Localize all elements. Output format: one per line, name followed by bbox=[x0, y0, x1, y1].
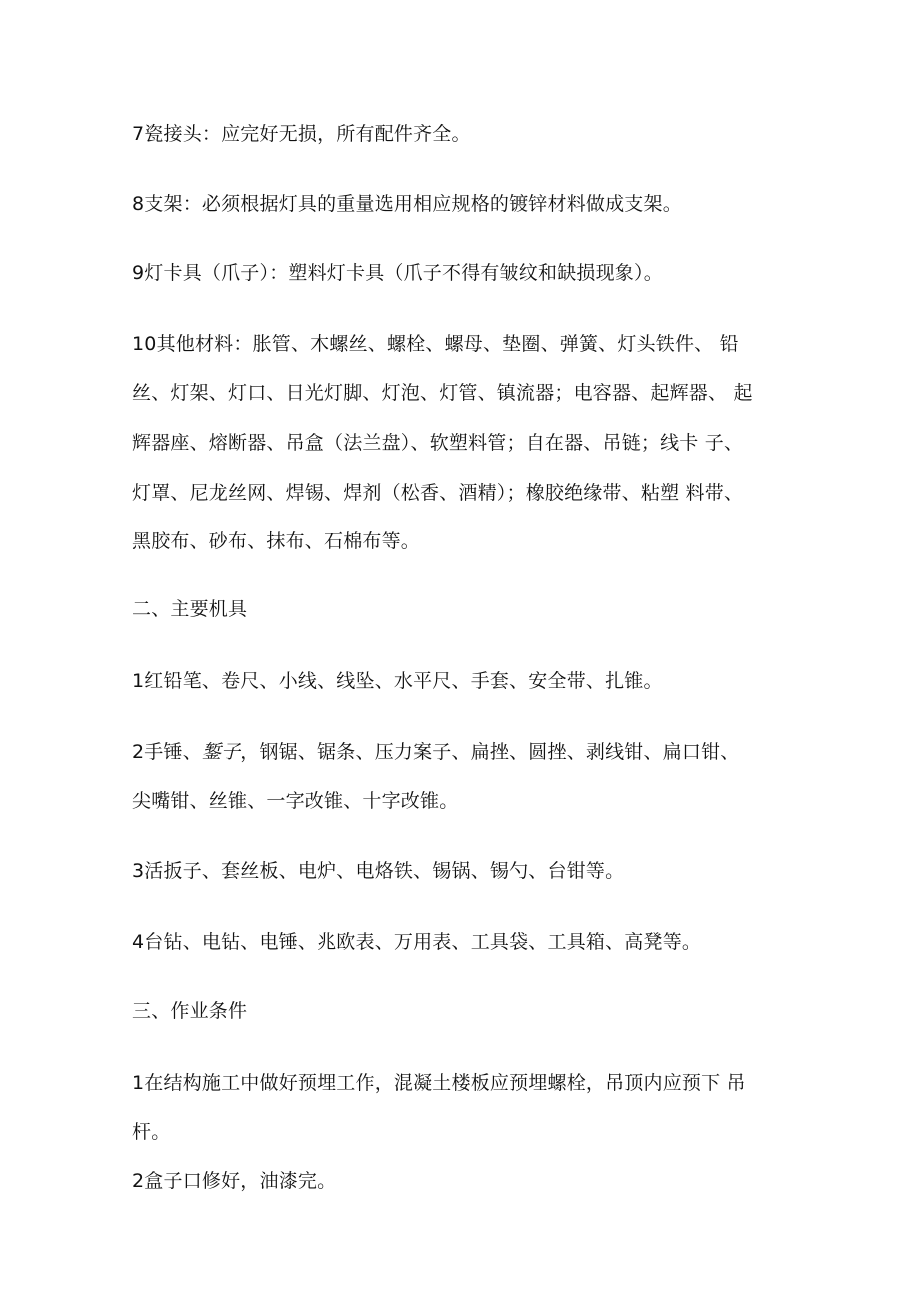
tools-item-1: 1红铅笔、卷尺、小线、线坠、水平尺、手套、安全带、扎锥。 bbox=[132, 670, 663, 692]
item-8-bracket: 8支架：必须根据灯具的重量选用相应规格的镀锌材料做成支架。 bbox=[132, 193, 682, 215]
section-heading-main-tools: 二、主要机具 bbox=[132, 598, 248, 620]
section-heading-work-conditions: 三、作业条件 bbox=[132, 1000, 248, 1022]
item-9-lamp-clamp: 9灯卡具（爪子）：塑料灯卡具（爪子不得有皱纹和缺损现象）。 bbox=[132, 262, 663, 284]
tools-item-2-prefix: 2手锤、 bbox=[132, 741, 202, 763]
item-10-other-materials-line-5: 黑胶布、砂布、抹布、石棉布等。 bbox=[132, 530, 421, 552]
conditions-item-1-line-2: 杆。 bbox=[132, 1121, 171, 1143]
tools-item-2-line-2: 尖嘴钳、丝锥、一字改锥、十字改锥。 bbox=[132, 790, 459, 812]
item-7-porcelain-connector: 7瓷接头：应完好无损，所有配件齐全。 bbox=[132, 123, 471, 145]
item-10-other-materials-line-2: 丝、灯架、灯口、日光灯脚、灯泡、灯管、镇流器；电容器、起辉器、 起 bbox=[132, 382, 753, 404]
conditions-item-1-line-1: 1在结构施工中做好预埋工作，混凝土楼板应预埋螺栓，吊顶内应预下 吊 bbox=[132, 1072, 746, 1094]
tools-item-3: 3活扳子、套丝板、电炉、电烙铁、锡锅、锡勺、台钳等。 bbox=[132, 860, 625, 882]
item-10-other-materials-line-4: 灯罩、尼龙丝网、焊锡、焊剂（松香、酒精）；橡胶绝缘带、粘塑 料带、 bbox=[132, 482, 744, 504]
tools-item-4: 4台钻、电钻、电锤、兆欧表、万用表、工具袋、工具箱、高凳等。 bbox=[132, 931, 702, 953]
tools-item-2-line-1 bbox=[132, 739, 792, 765]
tools-item-2-rest: ，钢锯、锯条、压力案子、扁挫、圆挫、剥线钳、扁口钳、 bbox=[240, 741, 740, 763]
conditions-item-2: 2盒子口修好，油漆完。 bbox=[132, 1170, 337, 1192]
tools-item-2-chisel: 錾子 bbox=[201, 741, 241, 763]
item-10-other-materials-line-1: 10其他材料：胀管、木螺丝、螺栓、螺母、垫圈、弹簧、灯头铁件、 铅 bbox=[132, 333, 739, 355]
item-10-other-materials-line-3: 辉器座、熔断器、吊盒（法兰盘）、软塑料管；自在器、吊链；线卡 子、 bbox=[132, 432, 744, 454]
